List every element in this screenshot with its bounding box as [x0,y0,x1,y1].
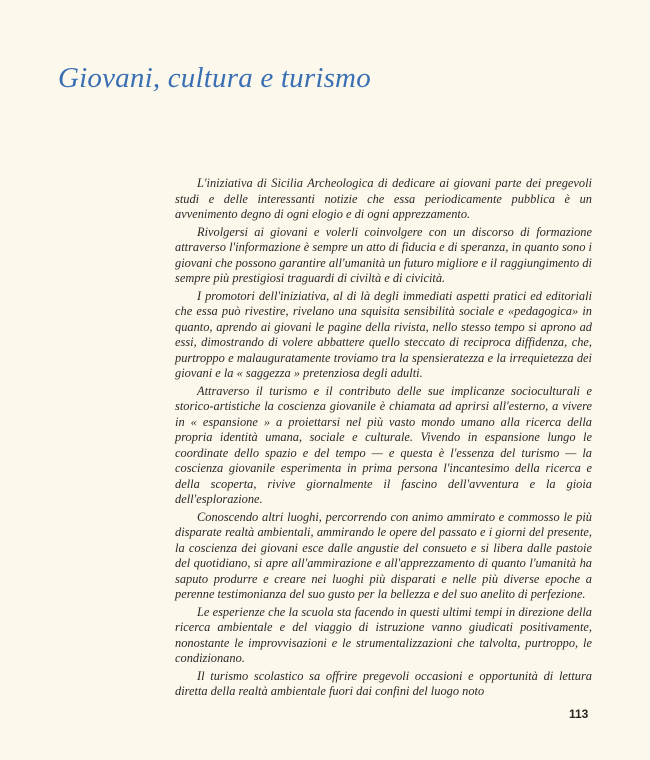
paragraph: Le esperienze che la scuola sta facendo in questi ultimi tempi in direzione della ricerca ambientale e del viaggio di istruzione vanno giudicati positivamente, nonostante le improvvisazioni e le strumentalizzazioni che talvolta, purtroppo, le condizionano. [175,604,592,665]
page-number: 113 [569,707,589,721]
paragraph: Rivolgersi ai giovani e volerli coinvolgere con un discorso di formazione attraverso l'informazione è sempre un atto di fiducia e di speranza, in quanto sono i giovani che possono garantire all'umanità un futuro migliore e il raggiungimento di sempre più prestigiosi traguardi di civiltà e di civicità. [175,224,592,285]
paragraph: Attraverso il turismo e il contributo delle sue implicanze socioculturali e storico-artistiche la coscienza giovanile è chiamata ad aprirsi all'esterno, a vivere in « espansione » a proiettarsi nel più vasto mondo umano alla ricerca della propria identità umana, sociale e culturale. Vivendo in espansione lungo le coordinate dello spazio e del tempo — e questa è l'essenza del turismo — la coscienza giovanile esperimenta in prima persona l'incantesimo della ricerca e della scoperta, rivive giornalmente il fascino dell'avventura e la gioia dell'esplorazione. [175,383,592,506]
paragraph: L'iniziativa di Sicilia Archeologica di dedicare ai giovani parte dei pregevoli studi e delle interessanti notizie che essa periodicamente pubblica è un avvenimento degno di ogni elogio e di ogni apprezzamento. [175,176,592,221]
paragraph: I promotori dell'iniziativa, al di là degli immediati aspetti pratici ed editoriali che essa può rivestire, rivelano una squisita sensibilità sociale e «pedagogica» in quanto, aprendo ai giovani le pagine della rivista, nello stesso tempo si aprono ad essi, dimostrando di volere abbattere quello steccato di reciproca diffidenza, che, purtroppo e malauguratamente troviamo tra la spensieratezza e la irrequietezza dei giovani e la « saggezza » pretenziosa degli adulti. [175,288,592,380]
article-title: Giovani, cultura e turismo [58,62,371,94]
article-body [175,176,592,702]
paragraph: Il turismo scolastico sa offrire pregevoli occasioni e opportunità di lettura diretta della realtà ambientale fuori dai confini del luogo noto [175,668,592,698]
paragraph: Conoscendo altri luoghi, percorrendo con animo ammirato e commosso le più disparate realtà ambientali, ammirando le opere del passato e i giorni del presente, la coscienza dei giovani esce dalle angustie del consueto e si libera dalle pastoie del quotidiano, si apre all'ammirazione e all'apprezzamento di quanto l'umanità ha saputo produrre e creare nei luoghi più disparati e nelle più diverse epoche a perenne testimonianza del suo gusto per la bellezza e del suo anelito di perfezione. [175,509,592,601]
